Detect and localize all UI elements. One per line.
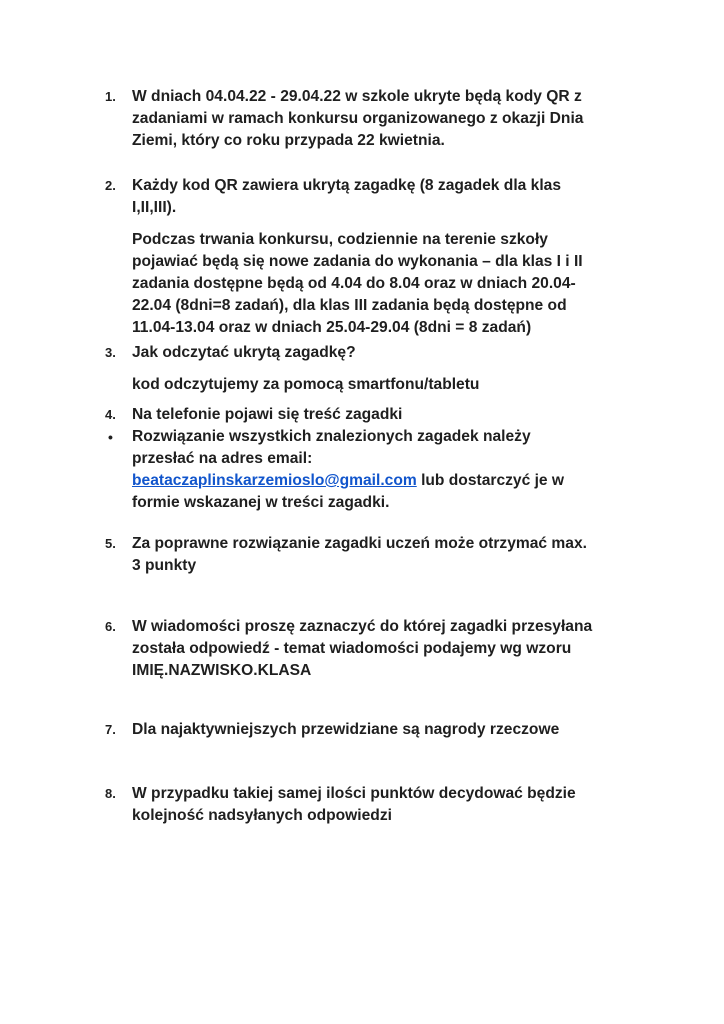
list-item-text: W przypadku takiej samej ilości punktów decydować będzie kolejność nadsyłanych odpowiedzi — [132, 785, 576, 824]
list-item-text: Każdy kod QR zawiera ukrytą zagadkę (8 zagadek dla klas I,II,III). — [132, 177, 562, 216]
list-item-text — [132, 426, 665, 514]
bullet-item — [105, 426, 665, 514]
list-number: 7. — [105, 722, 116, 737]
list-item-text: Za poprawne rozwiązanie zagadki uczeń może otrzymać max. 3 punkty — [132, 535, 587, 574]
list-item-continuation: Podczas trwania konkursu, codziennie na terenie szkoły pojawiać będą się nowe zadania do wykonania – dla klas I i II zadania dostępne będą od 4.04 do 8.04 oraz w dniach 20.04- 22.04 (8dni=8 zadań), dla klas III zadania będą dostępne od 11.04-13.04 oraz w dniach 25.04-29.04 (8dni = 8 zadań) — [132, 231, 583, 336]
list-item-1 — [105, 86, 665, 152]
list-item-text: Dla najaktywniejszych przewidziane są nagrody rzeczowe — [132, 721, 560, 738]
list-number: 2. — [105, 178, 116, 193]
list-item-text: W dniach 04.04.22 - 29.04.22 w szkole ukryte będą kody QR z zadaniami w ramach konkursu organizowanego z okazji Dnia Ziemi, który co roku przypada 22 kwietnia. — [132, 88, 584, 149]
list-item-text: Na telefonie pojawi się treść zagadki — [132, 406, 403, 423]
list-number: 1. — [105, 89, 116, 104]
list-item-8 — [105, 783, 665, 827]
list-number: 5. — [105, 536, 116, 551]
list-item-3 — [105, 342, 665, 396]
list-item-continuation: kod odczytujemy za pomocą smartfonu/tabletu — [132, 376, 480, 393]
list-number: 8. — [105, 786, 116, 801]
list-item-text: W wiadomości proszę zaznaczyć do której zagadki przesyłana została odpowiedź - temat wiadomości podajemy wg wzoru IMIĘ.NAZWISKO.KLASA — [132, 618, 593, 679]
text-before-link: Rozwiązanie wszystkich znalezionych zagadek należy przesłać na adres email: — [132, 428, 531, 467]
email-link[interactable]: beataczaplinskarzemioslo@gmail.com — [132, 472, 417, 489]
text-after-link: lub dostarczyć je w formie wskazanej w treści zagadki. — [132, 472, 565, 511]
list-item-2 — [105, 175, 665, 339]
list-item-4 — [105, 404, 665, 426]
list-item-5 — [105, 533, 665, 577]
list-number: 3. — [105, 345, 116, 360]
list-item-7 — [105, 719, 665, 741]
list-number: 6. — [105, 619, 116, 634]
list-number: 4. — [105, 407, 116, 422]
list-item-6 — [105, 616, 665, 682]
bullet-icon: • — [108, 429, 113, 445]
list-item-text: Jak odczytać ukrytą zagadkę? — [132, 344, 356, 361]
